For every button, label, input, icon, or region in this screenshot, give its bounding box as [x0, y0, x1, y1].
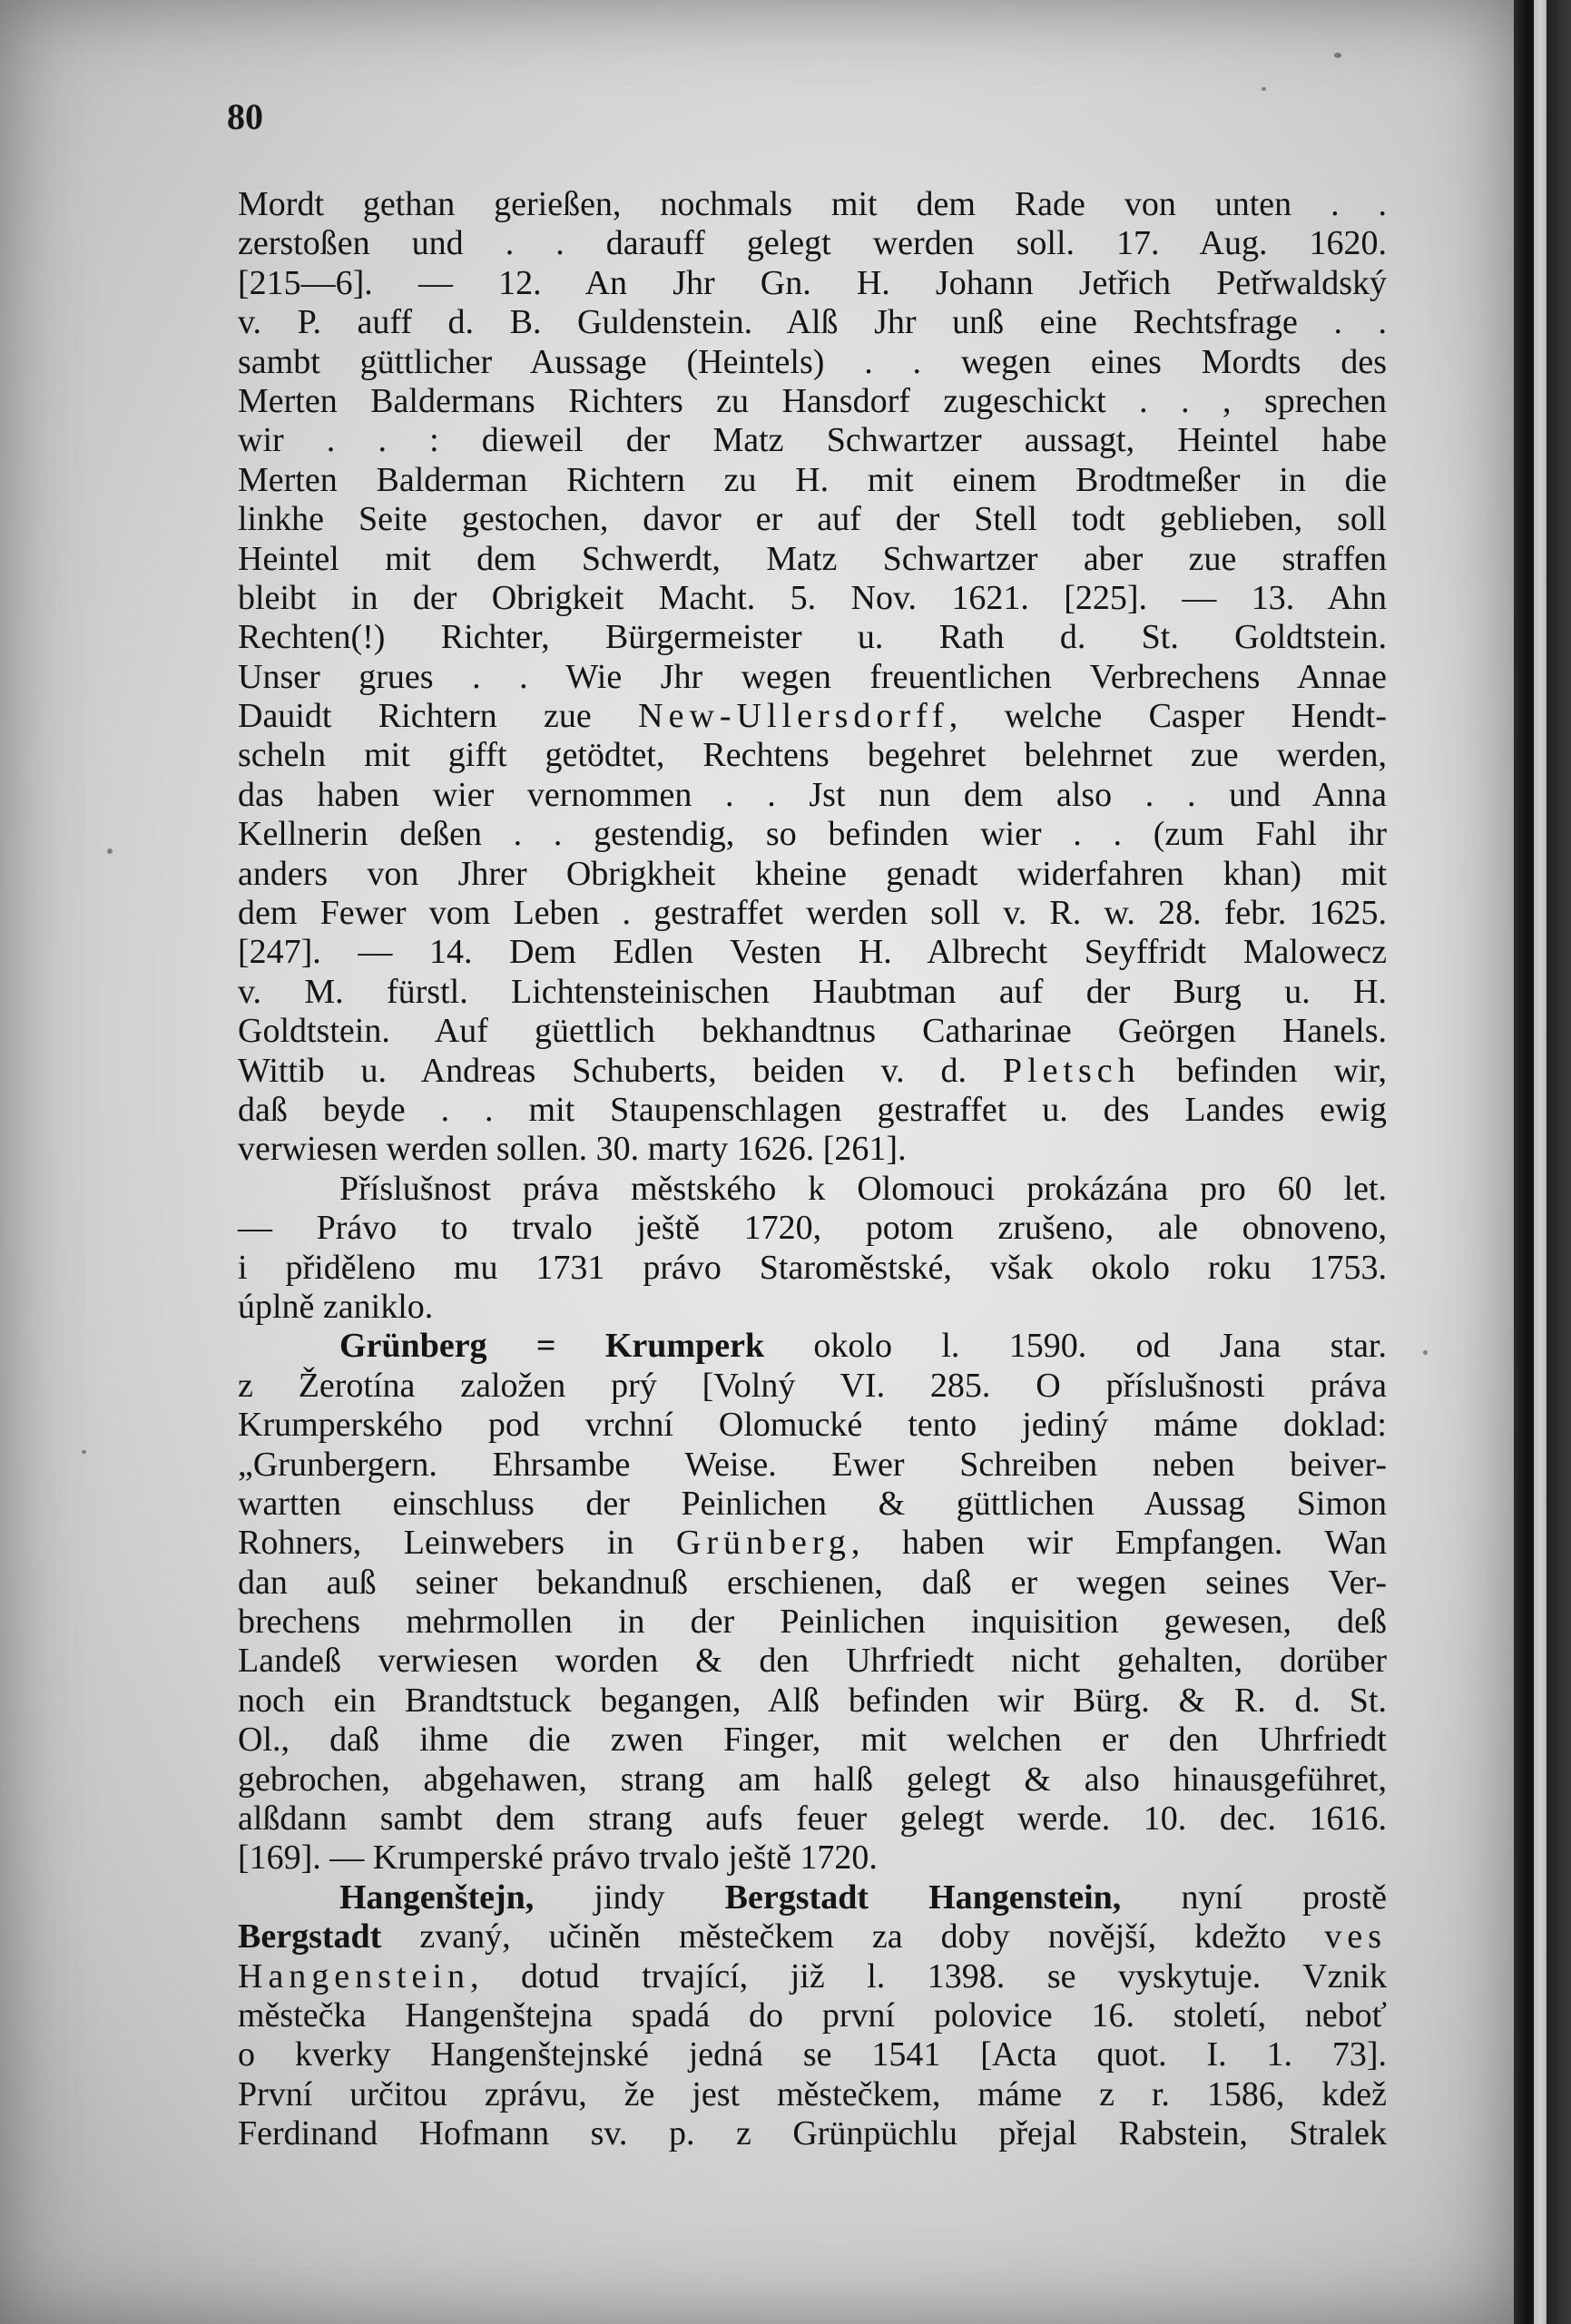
line-text: zvaný, učiněn městečkem za doby novější, kdežto [381, 1917, 1325, 1956]
line-text: sambt güttlicher Aussage (Heintels) . . wegen eines Mordts des [238, 342, 1387, 381]
text-line [238, 1564, 1387, 1603]
line-text: „Grunbergern. Ehrsambe Weise. Ewer Schreiben neben beiver- [238, 1445, 1387, 1484]
text-line [238, 1917, 1387, 1956]
text-line [238, 1642, 1387, 1681]
line-text: befinden wir, [1140, 1051, 1387, 1090]
text-line [238, 1839, 1387, 1878]
line-text: Dauidt Richtern zue [238, 697, 639, 736]
page-number: 80 [227, 96, 263, 137]
text-line [238, 185, 1387, 224]
paper-speck [1423, 1350, 1428, 1355]
text-line [238, 1406, 1387, 1445]
text-line [238, 1367, 1387, 1406]
line-text: , welche Casper Hendt- [948, 697, 1387, 736]
text-line [238, 224, 1387, 263]
line-text: Goldtstein. Auf güettlich bekhandtnus Catharinae Geörgen Hanels. [238, 1012, 1387, 1051]
line-text: dem Fewer vom Leben . gestraffet werden soll v. R. w. 28. febr. 1625. [238, 894, 1387, 933]
line-text: wartten einschluss der Peinlichen & güttlichen Aussag Simon [238, 1484, 1387, 1523]
text-line [238, 618, 1387, 657]
line-text: jindy [534, 1878, 725, 1917]
bold-heading-text: Hangenštejn, [339, 1878, 535, 1917]
text-line [238, 1996, 1387, 2035]
line-text: Příslušnost práva městského k Olomouci prokázána pro 60 let. [339, 1169, 1387, 1208]
paper-speck [1334, 53, 1341, 58]
text-line [238, 2075, 1387, 2114]
line-text: Ol., daß ihme die zwen Finger, mit welchen er den Uhrfriedt [238, 1721, 1387, 1760]
text-line [238, 1052, 1387, 1091]
text-line [238, 1091, 1387, 1130]
line-text: z Žerotína založen prý [Volný VI. 285. O příslušnosti práva [238, 1366, 1387, 1405]
text-line [238, 500, 1387, 539]
text-line [238, 815, 1387, 854]
text-line [238, 776, 1387, 815]
spaced-name-text: Hangenstein [238, 1956, 470, 1996]
line-text: brechens mehrmollen in der Peinlichen inquisition gewesen, deß [238, 1603, 1387, 1642]
line-text: o kverky Hangenštejnské jedná se 1541 [Acta quot. I. 1. 73]. [238, 2035, 1387, 2074]
text-line [238, 973, 1387, 1012]
spaced-name-text: Grünberg [675, 1524, 851, 1563]
text-line [238, 1524, 1387, 1563]
text-line [238, 1288, 1387, 1327]
line-text: daß beyde . . mit Staupenschlagen gestraffet u. des Landes ewig [238, 1090, 1387, 1129]
spaced-name-text: Pletsch [1002, 1051, 1141, 1090]
text-line [238, 697, 1387, 736]
text-line [238, 1209, 1387, 1248]
text-line [238, 264, 1387, 303]
line-text: Merten Balderman Richtern zu H. mit einem Brodtmeßer in die [238, 460, 1387, 499]
body-text [238, 185, 1387, 2154]
text-line [238, 1760, 1387, 1799]
line-text: scheln mit gifft getödtet, Rechtens begehret belehrnet zue werden, [238, 736, 1387, 775]
page-edge-strip [1534, 0, 1546, 2324]
bold-heading-text: Bergstadt Hangenstein, [724, 1878, 1122, 1917]
text-line [238, 1603, 1387, 1642]
line-text: úplně zaniklo. [238, 1287, 434, 1326]
text-line [238, 1682, 1387, 1721]
spaced-name-text: New-Ullersdorff [638, 697, 949, 736]
line-text: , dotud trvající, již l. 1398. se vyskytuje. Vznik [469, 1956, 1387, 1996]
line-text: okolo l. 1590. od Jana star. [764, 1327, 1387, 1366]
bold-heading-text: Grünberg = Krumperk [339, 1327, 765, 1366]
text-line [238, 1012, 1387, 1051]
line-text: , haben wir Empfangen. Wan [850, 1524, 1388, 1563]
text-line [238, 1170, 1387, 1209]
line-text: dan auß seiner bekandnuß erschienen, daß er wegen seines Ver- [238, 1563, 1387, 1602]
line-text: v. P. auff d. B. Guldenstein. Alß Jhr unß eine Rechtsfrage . . [238, 303, 1387, 342]
line-text: [169]. — Krumperské právo trvalo ještě 1720. [238, 1839, 878, 1878]
text-line [238, 933, 1387, 972]
line-text: — Právo to trvalo ještě 1720, potom zrušeno, ale obnoveno, [238, 1209, 1387, 1248]
line-text: wir . . : dieweil der Matz Schwartzer aussagt, Heintel habe [238, 421, 1387, 460]
line-text: nyní prostě [1121, 1878, 1387, 1917]
line-text: městečka Hangenštejna spadá do první polovice 16. století, neboť [238, 1996, 1387, 2035]
line-text: Rechten(!) Richter, Bürgermeister u. Rath d. St. Goldtstein. [238, 618, 1387, 657]
bold-heading-text: Bergstadt [238, 1917, 382, 1956]
paper-speck [82, 1450, 86, 1454]
text-line [238, 2035, 1387, 2074]
text-line [238, 1799, 1387, 1839]
text-line [238, 382, 1387, 421]
text-line [238, 343, 1387, 382]
line-text: alßdann sambt dem strang aufs feuer gelegt werde. 10. dec. 1616. [238, 1799, 1387, 1839]
line-text: Heintel mit dem Schwerdt, Matz Schwartzer aber zue straffen [238, 539, 1387, 578]
text-line [238, 579, 1387, 618]
text-line [238, 1327, 1387, 1366]
spaced-name-text: ves [1324, 1917, 1387, 1956]
text-line [238, 421, 1387, 460]
line-text: bleibt in der Obrigkeit Macht. 5. Nov. 1621. [225]. — 13. Ahn [238, 578, 1387, 617]
line-text: Kellnerin deßen . . gestendig, so befinden wier . . (zum Fahl ihr [238, 815, 1387, 854]
text-line [238, 1721, 1387, 1760]
text-line [238, 2114, 1387, 2153]
text-line [238, 1249, 1387, 1288]
line-text: gebrochen, abgehawen, strang am halß gelegt & also hinausgeführet, [238, 1760, 1387, 1799]
line-text: Rohners, Leinwebers in [238, 1524, 676, 1563]
line-text: Merten Baldermans Richters zu Hansdorf zugeschickt . . , sprechen [238, 381, 1387, 420]
text-line [238, 1957, 1387, 1996]
line-text: anders von Jhrer Obrigkheit kheine genadt widerfahren khan) mit [238, 854, 1387, 893]
line-text: Wittib u. Andreas Schuberts, beiden v. d. [238, 1051, 1003, 1090]
line-text: [215—6]. — 12. An Jhr Gn. H. Johann Jetřich Petřwaldský [238, 263, 1387, 302]
text-line [238, 894, 1387, 933]
line-text: První určitou zprávu, že jest městečkem, máme z r. 1586, kdež [238, 2074, 1387, 2113]
line-text: v. M. fürstl. Lichtensteinischen Haubtman auf der Burg u. H. [238, 972, 1387, 1011]
text-line [238, 658, 1387, 697]
text-line [238, 1446, 1387, 1485]
text-line [238, 1878, 1387, 1917]
line-text: zerstoßen und . . darauff gelegt werden soll. 17. Aug. 1620. [238, 224, 1387, 263]
text-line [238, 736, 1387, 775]
text-line [238, 540, 1387, 579]
text-line [238, 1130, 1387, 1169]
text-line [238, 303, 1387, 342]
line-text: Unser grues . . Wie Jhr wegen freuentlichen Verbrechens Annae [238, 657, 1387, 696]
line-text: [247]. — 14. Dem Edlen Vesten H. Albrecht Seyffridt Malowecz [238, 933, 1387, 972]
paper-speck [1262, 87, 1266, 91]
line-text: Mordt gethan gerießen, nochmals mit dem Rade von unten . . [238, 185, 1387, 223]
text-line [238, 461, 1387, 500]
text-line [238, 855, 1387, 894]
text-line [238, 1485, 1387, 1524]
line-text: linkhe Seite gestochen, davor er auf der Stell todt geblieben, soll [238, 500, 1387, 539]
line-text: das haben wier vernommen . . Jst nun dem also . . und Anna [238, 775, 1387, 814]
paper-speck [107, 848, 113, 854]
line-text: Landeß verwiesen worden & den Uhrfriedt nicht gehalten, dorüber [238, 1642, 1387, 1681]
line-text: noch ein Brandtstuck begangen, Alß befinden wir Bürg. & R. d. St. [238, 1681, 1387, 1720]
line-text: i přiděleno mu 1731 právo Staroměstské, však okolo roku 1753. [238, 1248, 1387, 1287]
line-text: Ferdinand Hofmann sv. p. z Grünpüchlu přejal Rabstein, Stralek [238, 2114, 1387, 2153]
line-text: Krumperského pod vrchní Olomucké tento jediný máme doklad: [238, 1406, 1387, 1445]
line-text: verwiesen werden sollen. 30. marty 1626. [261]. [238, 1130, 907, 1169]
